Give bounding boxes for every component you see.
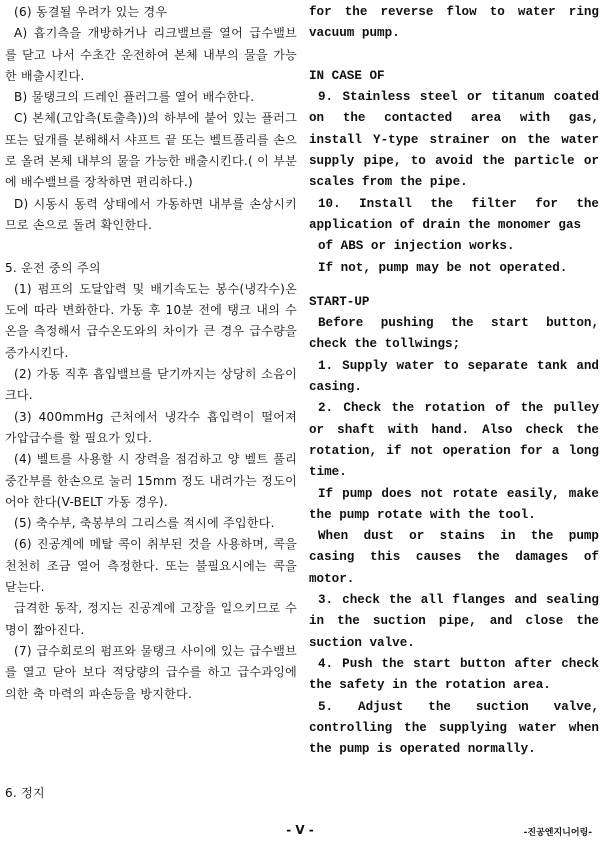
paragraph-startup-3: 3. check the all flanges and sealing in the suction pipe, and close the suction valve.: [309, 593, 599, 650]
paragraph-startup-5: 5. Adjust the suction valve, controlling the supplying water when the pump is operated normally.: [309, 699, 599, 757]
paragraph-startup-2-note: If pump does not rotate easily, make the pump rotate with the tool.: [309, 486, 599, 522]
paragraph-startup-2-warning: When dust or stains in the pump casing this causes the damages of motor.: [309, 529, 599, 586]
spacer: [5, 236, 297, 257]
section-6-title: 6. 정지: [5, 786, 45, 800]
paragraph-operation-6-note: 급격한 동작, 정지는 진공계에 고장을 일으키므로 수명이 짧아진다.: [5, 601, 297, 637]
english-column: [309, 2, 599, 760]
start-up-title: START-UP: [309, 294, 370, 309]
paragraph-operation-3: (3) 400mmHg 근처에서 냉각수 흡입력이 떨어져 가압급수를 할 필요가 있다.: [5, 409, 297, 445]
paragraph-startup-1: 1. Supply water to separate tank and casing.: [309, 358, 599, 395]
paragraph-operation-7: (7) 급수회로의 펌프와 물탱크 사이에 있는 급수밸브를 열고 닫아 보다 적당량의 급수를 하고 급수과잉에 의한 축 마력의 파손등을 방지한다.: [5, 643, 297, 701]
paragraph-freezing-b: B) 물탱크의 드레인 플러그를 열어 배수한다.: [14, 90, 255, 105]
section-5-title: 5. 운전 중의 주의: [5, 260, 101, 275]
paragraph-item-10-cont: of ABS or injection works.: [318, 239, 515, 254]
company-name: -진공엔지니어링-: [523, 828, 592, 838]
paragraph-operation-1: (1) 펌프의 도달압력 및 배기속도는 봉수(냉각수)온도에 따라 변화한다. 가동 후 10분 전에 탱크 내의 수온을 측정해서 급수온도와의 차이가 큰 경우 급수량을 증가시킨다.: [5, 281, 297, 360]
spacer: [309, 45, 599, 66]
paragraph-intro: for the reverse flow to water ring vacuum pump.: [309, 5, 599, 41]
paragraph-operation-2: (2) 가동 직후 흡입밸브를 닫기까지는 상당히 소음이 크다.: [5, 367, 297, 403]
paragraph-startup-2: 2. Check the rotation of the pulley or shaft with hand. Also check the rotation, if not operation for a long time.: [309, 401, 599, 480]
paragraph-item-10-note: If not, pump may be not operated.: [318, 260, 568, 275]
paragraph-startup-intro: Before pushing the start button, check the tollwings;: [309, 316, 599, 352]
korean-column: [5, 2, 297, 705]
paragraph-freezing-heading: (6) 동결될 우려가 있는 경우: [14, 5, 168, 19]
paragraph-freezing-a: A) 흡기측을 개방하거나 리크밸브를 열어 급수밸브를 닫고 나서 수초간 운전하여 본체 내부의 물을 가능한 배출시킨다.: [5, 26, 297, 83]
paragraph-operation-6: (6) 진공계에 메탈 콕이 취부된 것을 사용하며, 콕을 천천히 조금 열어 측정한다. 또는 불필요시에는 콕을 닫는다.: [5, 537, 297, 595]
in-case-of-title: IN CASE OF: [309, 68, 385, 83]
spacer: [309, 279, 599, 292]
paragraph-freezing-d: D) 시동시 동력 상태에서 가동하면 내부를 손상시키므로 손으로 돌려 확인한다.: [5, 196, 297, 232]
paragraph-startup-4: 4. Push the start button after check the safety in the rotation area.: [309, 656, 599, 693]
page-number: - V -: [286, 823, 314, 837]
paragraph-item-9: 9. Stainless steel or titanum coated on the contacted area with gas, install Y-type strainer on the water supply pipe, to avoid the particle or scales from the pipe.: [309, 90, 599, 190]
paragraph-freezing-c: C) 본체(고압측(토출측))의 하부에 붙어 있는 플러그 또는 덮개를 분해해서 샤프트 끝 또는 벨트풀리를 손으로 올려 본체 내부의 물을 가능한 배출시킨다.( 이 부분에 배수밸브를 장착하면 편리하다.): [5, 111, 297, 190]
paragraph-operation-5: (5) 축수부, 축봉부의 그리스를 적시에 주입한다.: [14, 516, 275, 531]
paragraph-operation-4: (4) 벨트를 사용할 시 장력을 점검하고 양 벨트 풀리 중간부를 한손으로 눌러 15mm 정도 내려가는 정도이어야 한다(V-BELT 가동 경우).: [5, 452, 297, 509]
paragraph-item-10: 10. Install the filter for the application of drain the monomer gas: [309, 196, 599, 232]
